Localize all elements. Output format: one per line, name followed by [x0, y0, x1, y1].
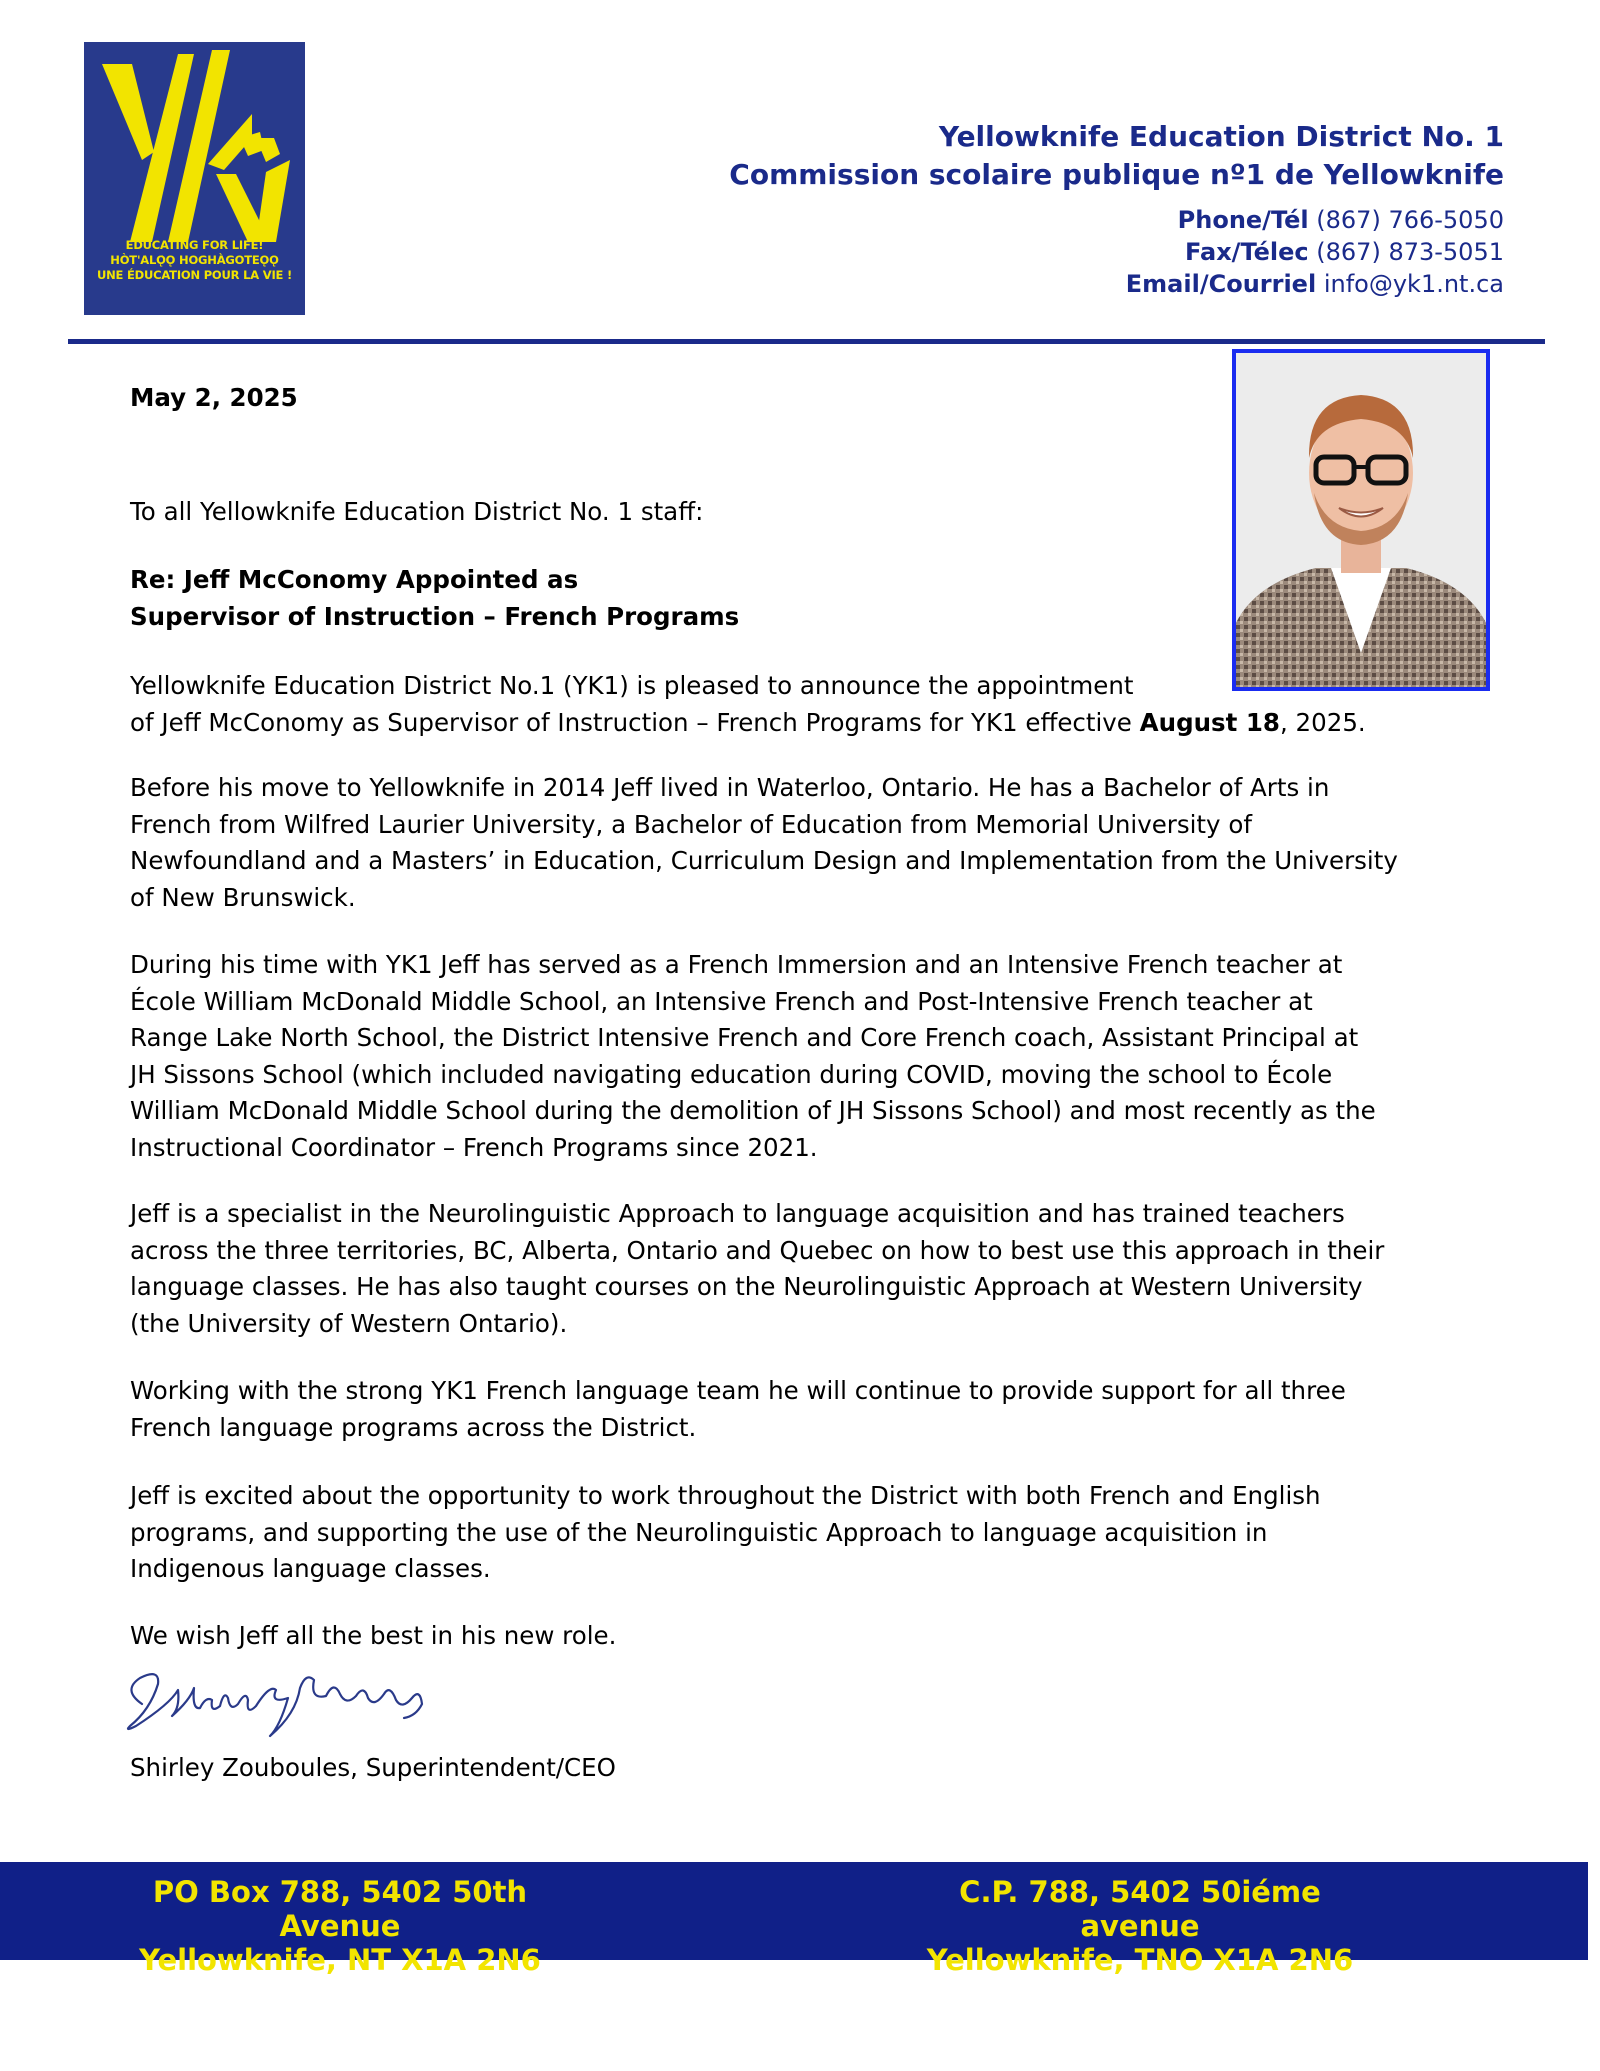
- salutation: To all Yellowknife Education District No. 1 staff:: [130, 497, 704, 526]
- subject-line-1: Re: Jeff McConomy Appointed as: [130, 565, 579, 594]
- address-fr: [900, 1875, 1380, 1977]
- announcement-year: , 2025.: [1279, 707, 1366, 737]
- paragraph-line: Jeff is excited about the opportunity to work throughout the District with both French and English: [130, 1481, 1321, 1510]
- logo-tagline-en: EDUCATING FOR LIFE!: [125, 238, 264, 252]
- subject-line: [130, 562, 739, 635]
- paragraph-line: During his time with YK1 Jeff has served as a French Immersion and an Intensive French teacher at: [130, 950, 1343, 979]
- paragraph-line: Jeff is a specialist in the Neurolinguistic Approach to language acquisition and has trained teachers: [130, 1199, 1345, 1228]
- paragraph-line: of New Brunswick.: [130, 882, 356, 912]
- paragraph-line: École William McDonald Middle School, an Intensive French and Post-Intensive French teacher at: [130, 986, 1313, 1016]
- paragraph-line: language classes. He has also taught courses on the Neurolinguistic Approach at Western University: [130, 1272, 1363, 1301]
- paragraph-line: French language programs across the District.: [130, 1412, 697, 1442]
- email-line: [729, 268, 1504, 300]
- paragraph-specialist: [130, 1196, 1384, 1342]
- address-fr-line-1: C.P. 788, 5402 50iéme avenue: [959, 1875, 1321, 1943]
- phone-label: Phone/Tél: [1177, 206, 1309, 234]
- paragraph-line: Instructional Coordinator – French Programs since 2021.: [130, 1132, 818, 1162]
- closing-line: We wish Jeff all the best in his new role.: [130, 1621, 617, 1650]
- paragraph-line: programs, and supporting the use of the Neurolinguistic Approach to language acquisition in: [130, 1517, 1268, 1547]
- paragraph-background: [130, 770, 1398, 916]
- announcement-text: of Jeff McConomy as Supervisor of Instruction – French Programs for YK1 effective: [130, 707, 1140, 737]
- paragraph-line: across the three territories, BC, Alberta, Ontario and Quebec on how to best use this approach in their: [130, 1235, 1385, 1265]
- fax-label: Fax/Télec: [1185, 238, 1309, 266]
- paragraph-experience: [130, 947, 1376, 1166]
- paragraph-announcement: [130, 668, 1366, 741]
- paragraph-opportunity: [130, 1478, 1321, 1588]
- address-fr-line-2: Yellowknife, TNO X1A 2N6: [926, 1943, 1354, 1977]
- header-divider: [68, 339, 1545, 344]
- handwritten-signature: [120, 1660, 460, 1740]
- paragraph-line: French from Wilfred Laurier University, a Bachelor of Education from Memorial University of: [130, 809, 1252, 839]
- address-en-line-1: PO Box 788, 5402 50th Avenue: [152, 1875, 528, 1943]
- fax-line: [729, 236, 1504, 268]
- paragraph-announcement-line-1: Yellowknife Education District No.1 (YK1) is pleased to announce the appointment: [130, 671, 1134, 700]
- paragraph-line: JH Sissons School (which included navigating education during COVID, moving the school to École: [130, 1059, 1333, 1089]
- paragraph-line: (the University of Western Ontario).: [130, 1308, 568, 1338]
- paragraph-announcement-line-2: [130, 705, 1366, 742]
- letter-date: May 2, 2025: [130, 383, 298, 412]
- fax-value: (867) 873-5051: [1316, 238, 1504, 266]
- yk1-logo: [84, 42, 305, 315]
- paragraph-line: Before his move to Yellowknife in 2014 Jeff lived in Waterloo, Ontario. He has a Bachelor of Arts in: [130, 773, 1330, 802]
- signer-name: Shirley Zouboules, Superintendent/CEO: [130, 1753, 616, 1782]
- logo-tagline-fr: UNE ÉDUCATION POUR LA VIE !: [96, 268, 293, 282]
- district-name-fr: Commission scolaire publique nº1 de Yellowknife: [729, 158, 1504, 191]
- subject-line-2: Supervisor of Instruction – French Programs: [130, 601, 740, 631]
- paragraph-line: Range Lake North School, the District Intensive French and Core French coach, Assistant Principal at: [130, 1023, 1359, 1052]
- address-en-line-2: Yellowknife, NT X1A 2N6: [139, 1943, 541, 1977]
- email-label: Email/Courriel: [1125, 270, 1317, 298]
- paragraph-team: [130, 1373, 1346, 1446]
- paragraph-line: Indigenous language classes.: [130, 1554, 491, 1583]
- paragraph-line: Newfoundland and a Masters’ in Education, Curriculum Design and Implementation from the University: [130, 846, 1398, 875]
- paragraph-line: Working with the strong YK1 French language team he will continue to provide support for all three: [130, 1376, 1346, 1405]
- letterhead: [729, 118, 1504, 300]
- address-en: [100, 1875, 580, 1977]
- paragraph-line: William McDonald Middle School during the demolition of JH Sissons School) and most recently as the: [130, 1096, 1376, 1125]
- footer-address-bar: [0, 1862, 1588, 1977]
- phone-value: (867) 766-5050: [1316, 206, 1504, 234]
- logo-tagline-indigenous: HÒT'ALǪ̀Ǫ HOGHÀGOTEǪǪ: [110, 253, 279, 267]
- email-value: info@yk1.nt.ca: [1323, 270, 1504, 298]
- phone-line: [729, 204, 1504, 236]
- portrait-photo: [1232, 349, 1490, 691]
- effective-date: August 18: [1139, 707, 1280, 737]
- district-name-en: Yellowknife Education District No. 1: [938, 120, 1504, 153]
